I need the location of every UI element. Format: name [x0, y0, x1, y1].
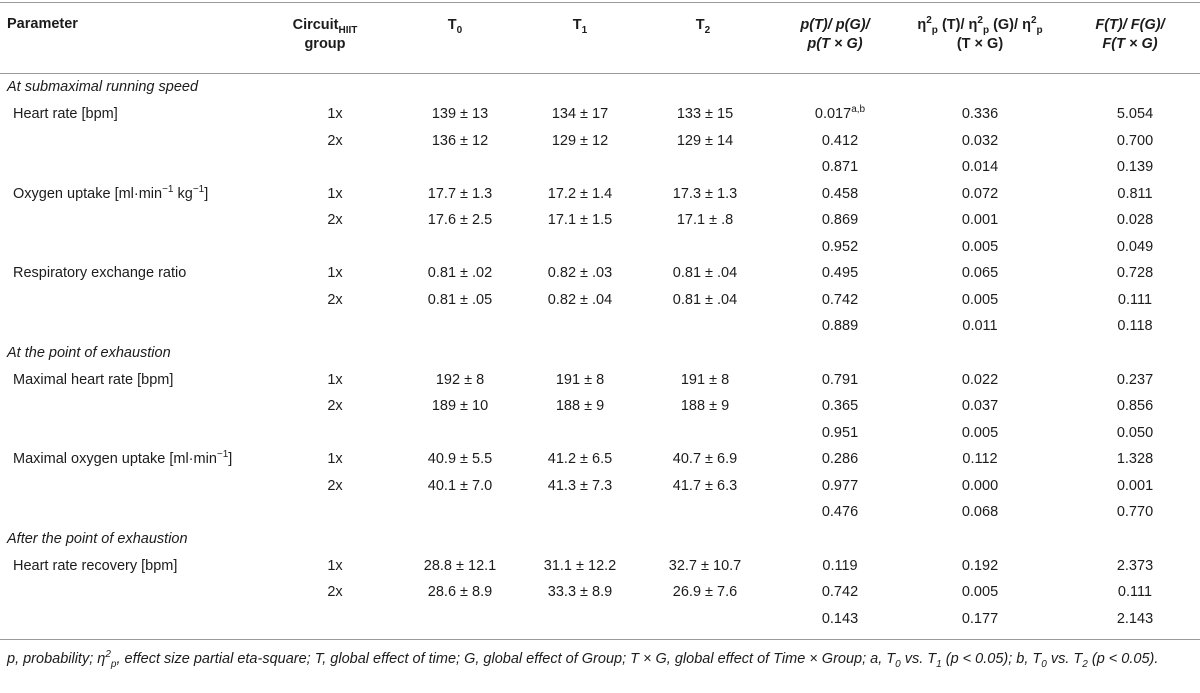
cell-p: 0.951: [821, 425, 859, 441]
cell-f: 1.328: [1116, 451, 1154, 467]
cell-p: 0.791: [821, 372, 859, 388]
cell-t1: 41.3 ± 7.3: [547, 478, 613, 494]
header-t0: $T_0$: [447, 17, 463, 36]
cell-p: 0.495: [821, 265, 859, 281]
cell-eta: 0.011: [962, 318, 998, 334]
cell-eta: 0.112: [962, 451, 998, 467]
cell-f: 0.139: [1116, 159, 1154, 175]
table-row: [0, 287, 1200, 313]
cell-group: 1x: [327, 265, 343, 281]
table-row: [0, 606, 1200, 632]
table-row: [0, 420, 1200, 446]
cell-group: 2x: [327, 478, 343, 494]
cell-p: 0.412: [821, 133, 859, 149]
cell-eta: 0.005: [961, 292, 999, 308]
cell-t0: 28.8 ± 12.1: [423, 558, 497, 574]
cell-t1: 0.82 ± .03: [547, 265, 613, 281]
cell-t0: 17.7 ± 1.3: [427, 186, 493, 202]
cell-p: 0.458: [821, 186, 859, 202]
cell-t2: 0.81 ± .04: [672, 292, 738, 308]
cell-group: 2x: [327, 398, 343, 414]
cell-t2: 40.7 ± 6.9: [672, 451, 738, 467]
cell-eta: 0.005: [961, 584, 999, 600]
param-label: Maximal oxygen uptake $[ml\cdot\min^{-1}]$: [13, 449, 233, 467]
table-row: [0, 473, 1200, 499]
cell-p: 0.017$^{a,b}$: [814, 104, 866, 122]
cell-p: 0.889: [821, 318, 859, 334]
param-label: Respiratory exchange ratio: [13, 265, 187, 281]
table-row: [0, 260, 1200, 286]
cell-t2: 133 ± 15: [676, 106, 734, 122]
cell-eta: 0.022: [961, 372, 999, 388]
table-row: [0, 553, 1200, 579]
cell-f: 0.111: [1117, 584, 1153, 600]
cell-t2: 17.1 ± .8: [676, 212, 734, 228]
cell-group: 1x: [327, 451, 343, 467]
cell-group: 1x: [327, 106, 343, 122]
header-f-values: F(T)/ F(G)/ F(T × G): [1095, 17, 1165, 52]
table-row: [0, 313, 1200, 339]
table-row: [0, 207, 1200, 233]
cell-t0: 0.81 ± .02: [427, 265, 493, 281]
cell-t0: 192 ± 8: [435, 372, 485, 388]
table-row: [0, 579, 1200, 605]
table-row: [0, 154, 1200, 180]
header-eta-squared: $\eta^2_p$ (T)/ $\eta^2_p$ (G)/ $\eta^2_p$ (T × G): [917, 15, 1043, 52]
cell-t1: 0.82 ± .04: [547, 292, 613, 308]
header-parameter: Parameter: [7, 16, 78, 32]
cell-t1: 17.1 ± 1.5: [547, 212, 613, 228]
cell-eta: 0.177: [961, 611, 999, 627]
header-p-values: p(T)/ p(G)/ p(T × G): [800, 17, 870, 52]
cell-f: 0.028: [1116, 212, 1154, 228]
table-top-rule: [0, 2, 1200, 3]
cell-group: 2x: [327, 584, 343, 600]
cell-f: 0.700: [1116, 133, 1154, 149]
cell-f: 0.237: [1116, 372, 1154, 388]
cell-group: 1x: [327, 558, 343, 574]
cell-t0: 17.6 ± 2.5: [427, 212, 493, 228]
cell-p: 0.869: [821, 212, 859, 228]
cell-p: 0.143: [821, 611, 859, 627]
cell-f: 0.856: [1116, 398, 1154, 414]
cell-p: 0.977: [821, 478, 859, 494]
cell-f: 0.770: [1116, 504, 1154, 520]
cell-t1: 31.1 ± 12.2: [543, 558, 617, 574]
cell-t2: 188 ± 9: [680, 398, 730, 414]
cell-eta: 0.068: [961, 504, 999, 520]
cell-t2: 41.7 ± 6.3: [672, 478, 738, 494]
cell-p: 0.286: [821, 451, 859, 467]
cell-f: 0.049: [1116, 239, 1154, 255]
cell-p: 0.365: [821, 398, 859, 414]
cell-eta: 0.001: [961, 212, 999, 228]
cell-group: 2x: [327, 292, 343, 308]
cell-f: 2.143: [1116, 611, 1154, 627]
cell-eta: 0.072: [961, 186, 999, 202]
cell-eta: 0.336: [961, 106, 999, 122]
cell-f: 5.054: [1116, 106, 1154, 122]
cell-p: 0.476: [821, 504, 859, 520]
cell-t0: 189 ± 10: [431, 398, 489, 414]
cell-t1: 134 ± 17: [551, 106, 609, 122]
cell-f: 0.811: [1117, 186, 1153, 202]
cell-t0: 40.9 ± 5.5: [427, 451, 493, 467]
cell-eta: 0.000: [961, 478, 999, 494]
cell-t2: 32.7 ± 10.7: [668, 558, 742, 574]
header-t1: $T_1$: [572, 17, 588, 36]
table-bottom-rule: [0, 639, 1200, 640]
param-label: Oxygen uptake [$ml\cdot\min^{-1}$ $kg^{-1}$]: [13, 184, 209, 202]
cell-t2: 26.9 ± 7.6: [672, 584, 738, 600]
cell-p: 0.952: [821, 239, 859, 255]
cell-group: 1x: [327, 372, 343, 388]
cell-eta: 0.005: [961, 239, 999, 255]
cell-eta: 0.065: [961, 265, 999, 281]
param-label: Heart rate recovery [bpm]: [13, 558, 178, 574]
table-row: [0, 128, 1200, 154]
section-title: After the point of exhaustion: [7, 531, 188, 547]
section-title: At the point of exhaustion: [7, 345, 171, 361]
cell-t2: 0.81 ± .04: [672, 265, 738, 281]
cell-t0: 139 ± 13: [431, 106, 489, 122]
cell-t1: 17.2 ± 1.4: [547, 186, 613, 202]
cell-t0: 28.6 ± 8.9: [427, 584, 493, 600]
cell-t1: 33.3 ± 8.9: [547, 584, 613, 600]
cell-t1: 191 ± 8: [555, 372, 605, 388]
cell-f: 0.118: [1117, 318, 1153, 334]
cell-t1: 129 ± 12: [551, 133, 609, 149]
cell-p: 0.742: [821, 584, 859, 600]
cell-t1: 41.2 ± 6.5: [547, 451, 613, 467]
cell-t0: 0.81 ± .05: [427, 292, 493, 308]
table-row: [0, 234, 1200, 260]
cell-group: 1x: [327, 186, 343, 202]
cell-t2: 129 ± 14: [676, 133, 734, 149]
cell-eta: 0.014: [961, 159, 999, 175]
header-t2: $T_2$: [695, 17, 711, 36]
cell-t0: 40.1 ± 7.0: [427, 478, 493, 494]
cell-f: 0.001: [1116, 478, 1154, 494]
param-label: Heart rate [bpm]: [13, 106, 118, 122]
cell-group: 2x: [327, 212, 343, 228]
cell-eta: 0.032: [961, 133, 999, 149]
cell-eta: 0.005: [961, 425, 999, 441]
cell-t1: 188 ± 9: [555, 398, 605, 414]
cell-f: 2.373: [1116, 558, 1154, 574]
cell-f: 0.111: [1117, 292, 1153, 308]
cell-p: 0.871: [821, 159, 859, 175]
table-row: [0, 181, 1200, 207]
cell-f: 0.728: [1116, 265, 1154, 281]
table-row: [0, 393, 1200, 419]
cell-eta: 0.192: [961, 558, 999, 574]
cell-p: 0.742: [821, 292, 859, 308]
header-circuit-group: Circuit$_{HIIT}$ group: [292, 17, 358, 52]
cell-eta: 0.037: [961, 398, 999, 414]
cell-p: 0.119: [822, 558, 858, 574]
table-row: [0, 367, 1200, 393]
param-label: Maximal heart rate [bpm]: [13, 372, 174, 388]
cell-t2: 17.3 ± 1.3: [672, 186, 738, 202]
cell-f: 0.050: [1116, 425, 1154, 441]
table-row: [0, 446, 1200, 472]
table-footnote: p, probability; $\eta^2_p$, effect size partial eta-square; T, global effect of time; G, global effect of Group; T × G, global effect of Time × Group; a, $T_0$ vs. $T_1$ (p < 0.05); b, $T_0$ vs. $T_2$ (p < 0.05).: [7, 649, 1159, 670]
cell-t0: 136 ± 12: [431, 133, 489, 149]
cell-t2: 191 ± 8: [680, 372, 730, 388]
table-row: [0, 499, 1200, 525]
table-row: [0, 101, 1200, 127]
section-title: At submaximal running speed: [7, 79, 199, 95]
cell-group: 2x: [327, 133, 343, 149]
